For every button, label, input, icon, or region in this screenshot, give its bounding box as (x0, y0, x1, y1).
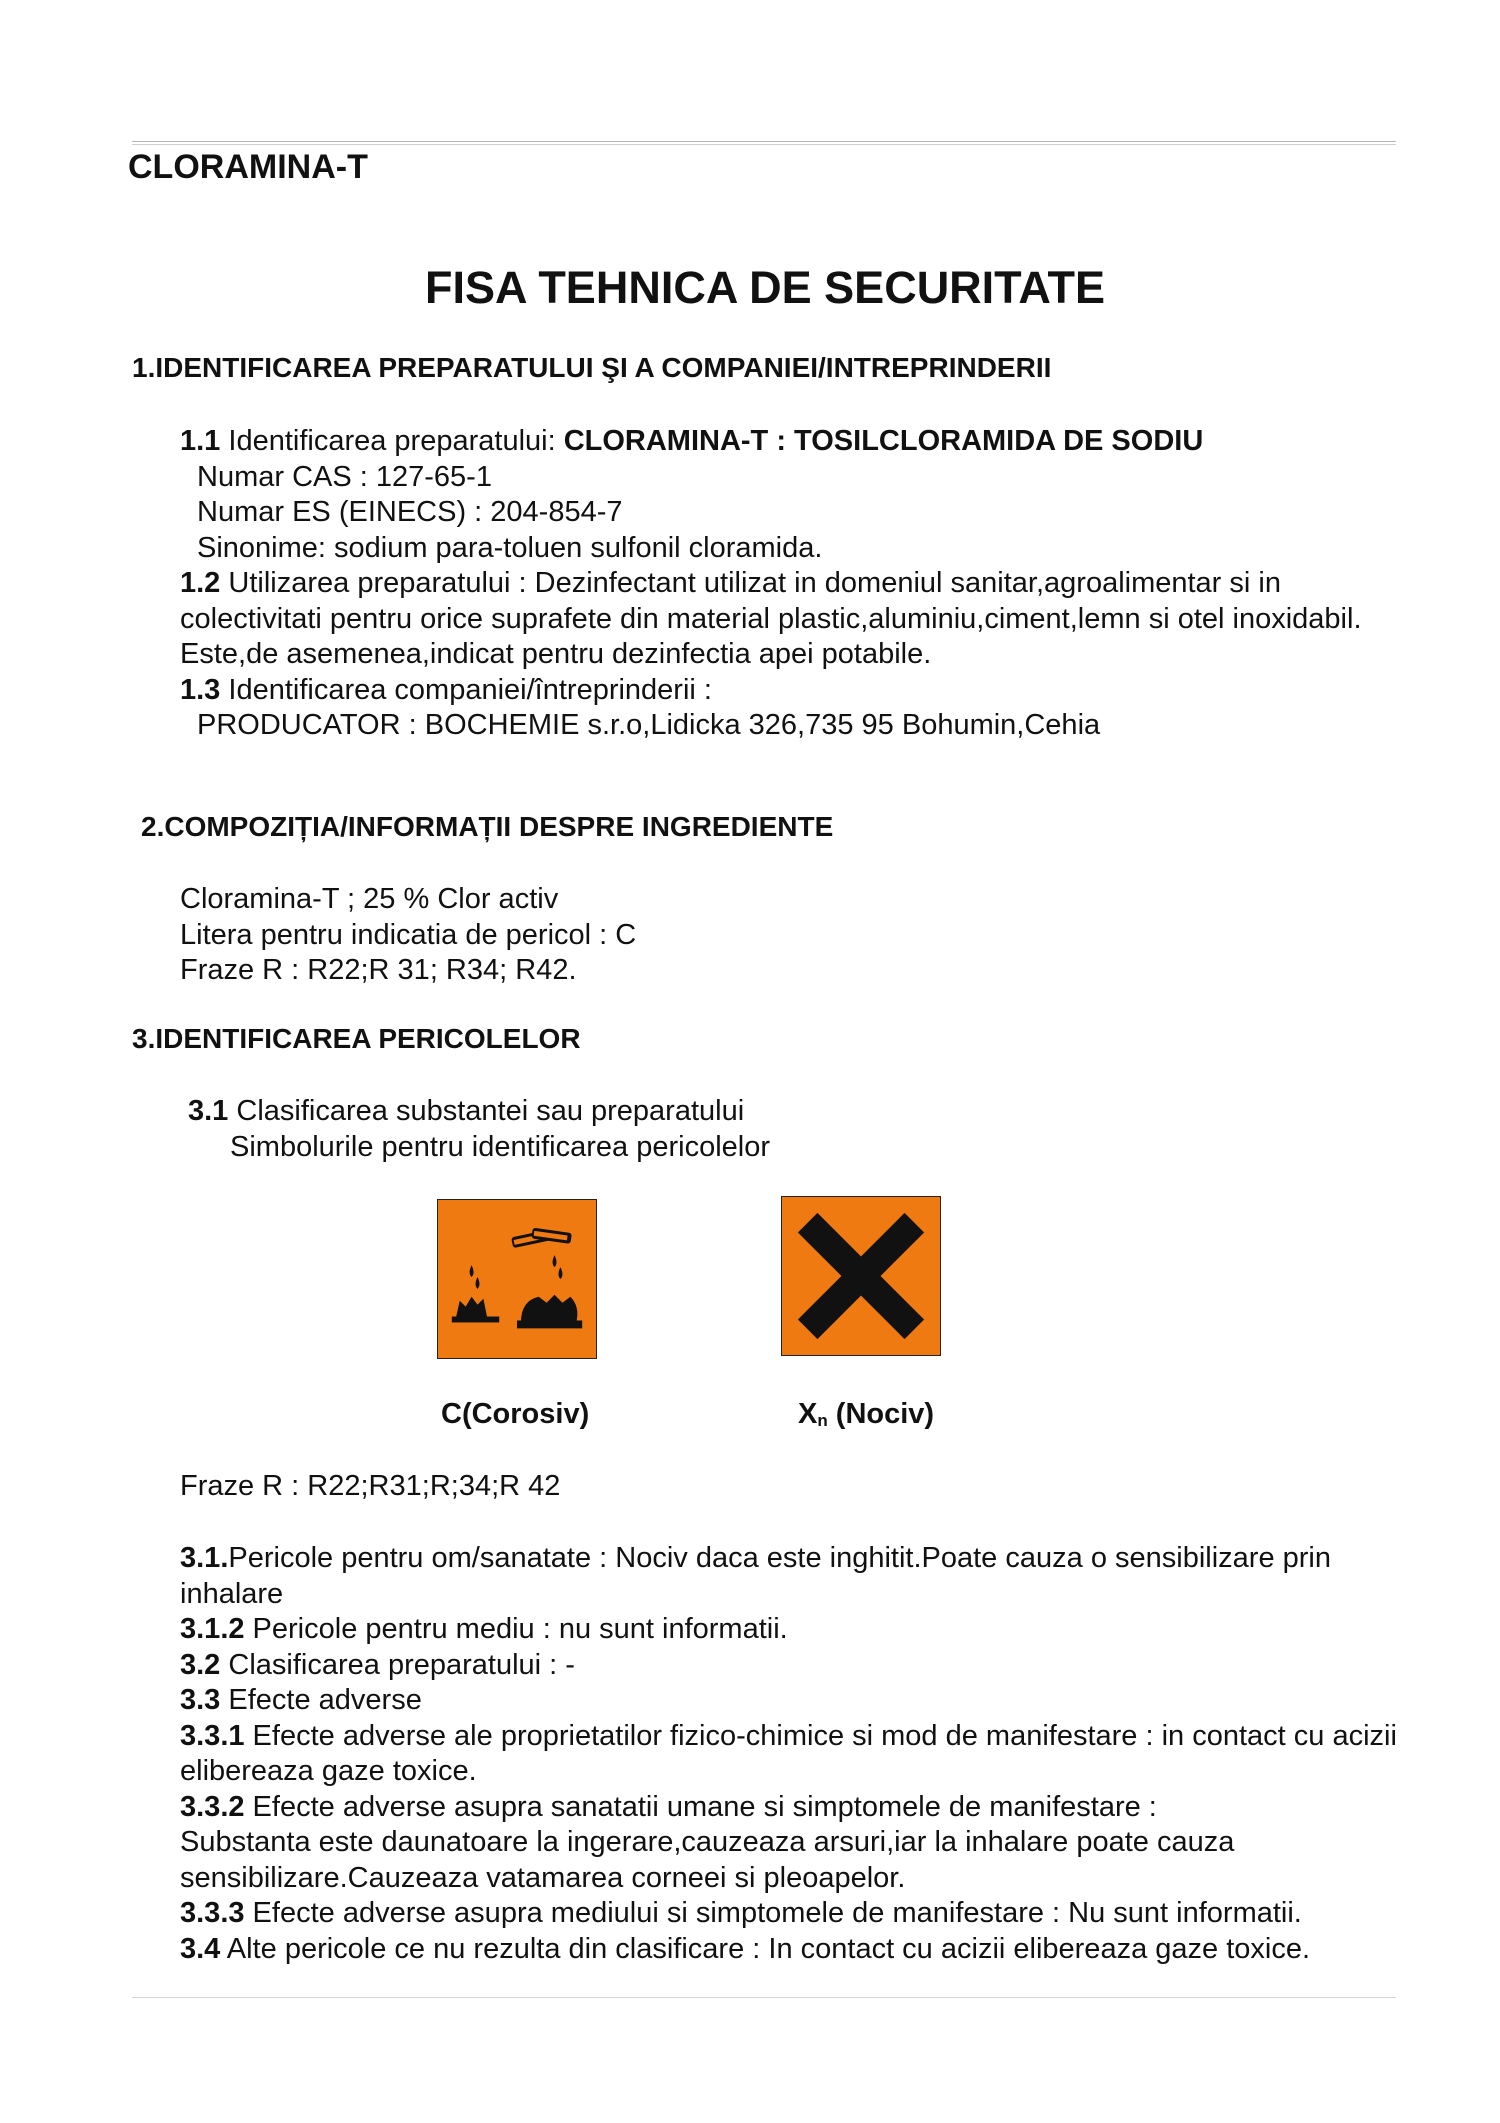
composition-line: Cloramina-T ; 25 % Clor activ (180, 883, 559, 915)
item-text: Pericole pentru mediu : nu sunt informatii. (244, 1613, 788, 1645)
item-1-3-number: 1.3 (180, 673, 221, 706)
section-1-heading: 1.IDENTIFICAREA PREPARATULUI ŞI A COMPANIEI/INTREPRINDERII (132, 352, 1052, 383)
item-text: Efecte adverse ale proprietatilor fizico-chimice si mod de manifestare : in contact cu acizii elibereaza gaze toxice. (180, 1719, 1397, 1787)
item-number: 3.2 (180, 1648, 221, 1681)
item-3-2 (180, 1648, 1405, 1684)
es-number: Numar ES (EINECS) : 204-854-7 (197, 496, 623, 528)
item-3-1-2 (180, 1612, 1405, 1648)
item-3-3 (180, 1683, 1405, 1719)
item-3-4 (180, 1932, 1405, 1968)
cas-number: Numar CAS : 127-65-1 (197, 460, 492, 493)
item-number: 3.4 (180, 1932, 221, 1965)
item-1-3 (180, 673, 1395, 709)
item-number: 3.1.2 (180, 1613, 245, 1645)
section-3-heading: 3.IDENTIFICAREA PERICOLELOR (132, 1023, 581, 1054)
corrosive-icon (438, 1200, 596, 1358)
item-text: Clasificarea preparatului : - (220, 1648, 575, 1681)
item-1-2-extra: Este,de asemenea,indicat pentru dezinfectia apei potabile. (180, 638, 932, 670)
item-number: 3.3 (180, 1684, 221, 1716)
item-3-1 (188, 1094, 1388, 1130)
item-text: Efecte adverse asupra sanatatii umane si simptomele de manifestare : (244, 1790, 1157, 1823)
bottom-divider (132, 1997, 1396, 1998)
item-text: Alte pericole ce nu rezulta din clasificare : In contact cu acizii elibereaza gaze toxice. (220, 1932, 1311, 1965)
item-3-1-number: 3.1 (188, 1095, 229, 1127)
section-3-1-block (188, 1094, 1388, 1165)
item-text: Efecte adverse asupra mediului si simptomele de manifestare : Nu sunt informatii. (244, 1897, 1302, 1929)
item-number: 3.3.3 (180, 1897, 245, 1929)
item-number: 3.3.2 (180, 1790, 245, 1823)
item-number: 3.1. (180, 1542, 229, 1574)
item-3-1-health (180, 1541, 1405, 1612)
item-text: Pericole pentru om/sanatate : Nociv daca este inghitit.Poate cauza o sensibilizare prin inhalare (180, 1542, 1331, 1610)
item-1-1-label: Identificarea preparatului: (220, 425, 564, 457)
section-3-r-phrases (180, 1469, 1395, 1505)
section-2-body (180, 882, 1395, 989)
r-phrases-3: Fraze R : R22;R31;R;34;R 42 (180, 1470, 561, 1502)
product-name: CLORAMINA-T (128, 148, 368, 186)
corrosive-label: C(Corosiv) (441, 1398, 590, 1430)
item-1-3-text: Identificarea companiei/întreprinderii : (220, 673, 712, 706)
hazard-letter-line: Litera pentru indicatia de pericol : C (180, 918, 637, 951)
item-number: 3.3.1 (180, 1719, 245, 1752)
document-title: FISA TEHNICA DE SECURITATE (424, 262, 1105, 313)
section-1-body (180, 424, 1395, 744)
item-1-2-number: 1.2 (180, 567, 221, 599)
r-phrases-line: Fraze R : R22;R 31; R34; R42. (180, 954, 577, 986)
item-1-2 (180, 566, 1395, 637)
corrosive-pictogram (437, 1199, 597, 1359)
harmful-label (798, 1398, 934, 1431)
item-1-2-text: Utilizarea preparatului : Dezinfectant utilizat in domeniul sanitar,agroalimentar si in colectivitati pentru orice suprafete din material plastic,aluminiu,ciment,lemn si otel inoxidabil. (180, 567, 1362, 635)
harmful-pictogram (781, 1196, 941, 1356)
section-3-items (180, 1541, 1405, 1967)
item-1-1-number: 1.1 (180, 425, 221, 457)
item-text: Efecte adverse (220, 1684, 422, 1716)
top-divider (132, 141, 1396, 145)
item-3-3-2-body: Substanta este daunatoare la ingerare,cauzeaza arsuri,iar la inhalare poate cauza sensibilizare.Cauzeaza vatamarea corneei si pleoapelor. (180, 1826, 1235, 1894)
item-3-3-3 (180, 1896, 1405, 1932)
harmful-label-sub: n (817, 1411, 828, 1430)
section-2-heading: 2.COMPOZIȚIA/INFORMAȚII DESPRE INGREDIENTE (141, 811, 834, 842)
item-1-1 (180, 424, 1395, 460)
synonyms: Sinonime: sodium para-toluen sulfonil cloramida. (197, 531, 823, 564)
item-3-3-1 (180, 1719, 1405, 1790)
producer: PRODUCATOR : BOCHEMIE s.r.o,Lidicka 326,735 95 Bohumin,Cehia (197, 709, 1101, 741)
x-cross-icon (782, 1197, 940, 1355)
product-identification: CLORAMINA-T : TOSILCLORAMIDA DE SODIU (563, 425, 1204, 457)
item-3-3-2 (180, 1790, 1405, 1826)
harmful-label-x: X (798, 1398, 818, 1430)
item-3-1-label: Clasificarea substantei sau preparatului (228, 1095, 745, 1127)
harmful-label-rest: (Nociv) (827, 1398, 935, 1430)
symbols-caption: Simbolurile pentru identificarea pericolelor (230, 1130, 770, 1163)
